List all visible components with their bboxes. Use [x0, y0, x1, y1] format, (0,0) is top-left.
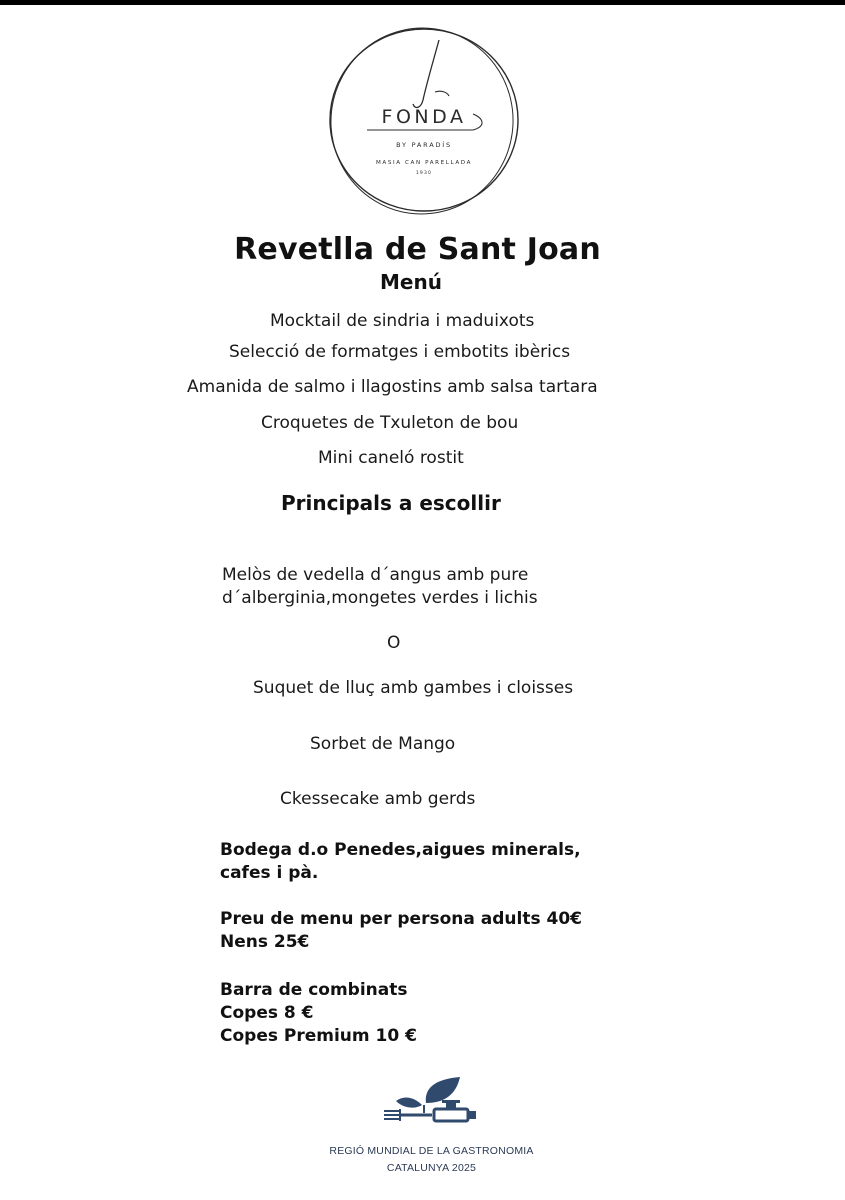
bar-premium-price: Copes Premium 10 € [220, 1026, 417, 1046]
restaurant-logo [323, 22, 525, 218]
main-option-line: d´alberginia,mongetes verdes i lichis [222, 588, 538, 608]
logo-name: FONDA [381, 106, 467, 128]
logo-place: MASIA CAN PARELLADA [375, 160, 473, 166]
price-adults: Preu de menu per persona adults 40€ [220, 909, 582, 929]
starter-item: Mini caneló rostit [318, 448, 464, 468]
menu-title: Revetlla de Sant Joan [234, 232, 601, 267]
bar-price: Copes 8 € [220, 1003, 314, 1023]
logo-by: BY PARADÍS [396, 141, 452, 149]
menu-subtitle: Menú [380, 270, 442, 294]
sorbet-item: Sorbet de Mango [310, 734, 456, 754]
drinks-line: Bodega d.o Penedes,aigues minerals, [220, 840, 581, 860]
starter-item: Croquetes de Txuleton de bou [261, 413, 519, 433]
main-option: Suquet de lluç amb gambes i cloisses [253, 678, 574, 698]
starter-item: Amanida de salmo i llagostins amb salsa tartara [187, 377, 598, 397]
drinks-info [220, 839, 581, 885]
price-kids: Nens 25€ [220, 932, 310, 952]
mains-separator: O [387, 633, 401, 653]
leaf-fork-faucet-icon [378, 1075, 482, 1137]
footer-year-line: CATALUNYA 2025 [386, 1162, 477, 1174]
mains-heading: Principals a escollir [281, 491, 501, 515]
main-option-line: Melòs de vedella d´angus amb pure [222, 565, 529, 585]
price-info [220, 908, 582, 954]
starter-item: Selecció de formatges i embotits ibèrics [229, 342, 571, 362]
top-border [0, 0, 845, 5]
bar-info [220, 979, 417, 1048]
logo-year: 1930 [415, 171, 433, 176]
dessert-item: Ckessecake amb gerds [280, 789, 476, 809]
drinks-line: cafes i pà. [220, 863, 319, 883]
starter-item: Mocktail de sindria i maduixots [270, 311, 535, 331]
bar-heading: Barra de combinats [220, 980, 408, 1000]
footer-region-line: REGIÓ MUNDIAL DE LA GASTRONOMIA [329, 1145, 534, 1157]
